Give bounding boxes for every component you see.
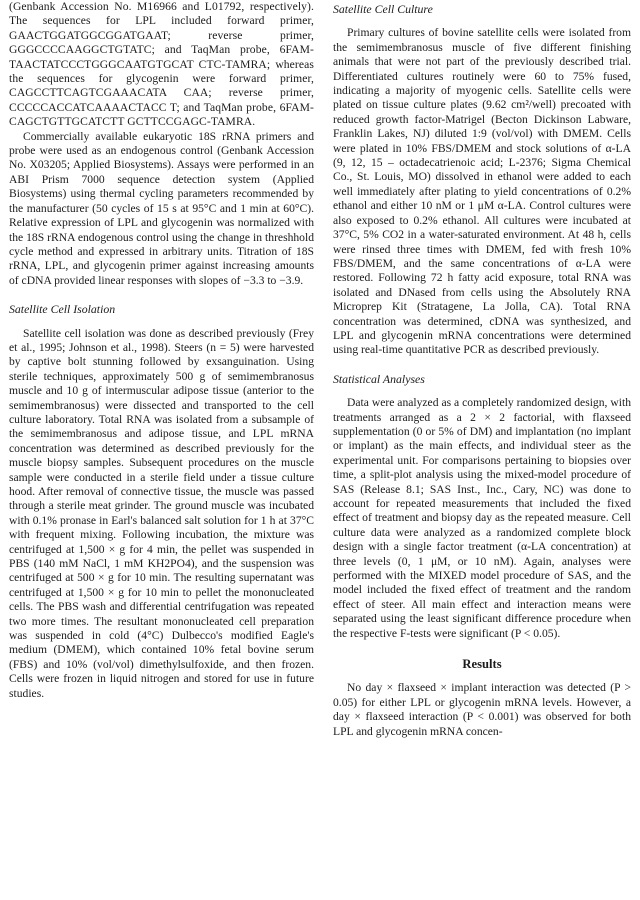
right-column: [333, 0, 631, 739]
section-heading-satellite-cell-isolation: Satellite Cell Isolation: [9, 302, 116, 317]
section-heading-statistical-analyses: Statistical Analyses: [333, 371, 425, 386]
section-heading-satellite-cell-culture: Satellite Cell Culture: [333, 2, 433, 16]
isolation-paragraph: Satellite cell isolation was done as described previously (Frey et al., 1995; Johnson et al., 1998). Steers (n = 5) were harvested by captive bolt stunning followed by exsanguination. Using sterile techniques, approximately 500 g of semimembranosus muscle and 10 g of intermuscular adipose tissue (anterior to the semimembranosus) were dissected and transported to the cell culture laboratory. Total RNA was isolated from a subsample of the semimembranosus and adipose tissue, and LPL mRNA concentration was determined as described previously for the muscle biopsy samples. Subsequent procedures on the muscle sample were conducted in a sterile field under a tissue culture hood. After removal of connective tissue, the muscle was passed through a sterile meat grinder. The ground muscle was incubated with 0.1% pronase in Earl's balanced salt solution for 1 h at 37°C with frequent mixing. Following incubation, the mixture was centrifuged at 1,500 × g for 4 min, the pellet was suspended in PBS (140 mM NaCl, 1 mM KH2PO4), and the suspension was centrifuged at 500 × g for 10 min. The resulting supernatant was centrifuged at 1,500 × g for 10 min to pellet the mononucleated cells. The PBS wash and differential centrifugation was repeated two more times. The resultant mononucleated cell preparation was suspended in cold (4°C) Dulbecco's modified Eagle's medium (DMEM), which contained 10% fetal bovine serum (FBS) and 10% (vol/vol) dimethylsulfoxide, and then frozen. Cells were frozen in liquid nitrogen and stored for use in future studies.: [9, 326, 314, 700]
primer-sequences-paragraph: (Genbank Accession No. M16966 and L01792, respectively). The sequences for LPL included forward primer, GAACTGGATGGCGGATGAAT; reverse primer, GGGCCCCAAGGCTGTATC; and TaqMan probe, 6FAM-TAACTATCCCTGGGCAATGTGCAT CTC-TAMRA; whereas the sequences for glycogenin were forward primer, CAGCCTTCAGTCGAAACATA CAA; reverse primer, CCCCCACCATCAAAACTACC T; and TaqMan probe, 6FAM-CAGCTGTTGCATCTT GCTTCCGAGC-TAMRA.: [9, 0, 314, 129]
left-column: [9, 0, 314, 701]
endogenous-control-paragraph: Commercially available eukaryotic 18S rRNA primers and probe were used as an endogenous control (Genbank Accession No. X03205; Applied Biosystems). Assays were performed in an ABI Prism 7000 sequence detection system (Applied Biosystems) using thermal cycling parameters recommended by the manufacturer (50 cycles of 15 s at 95°C and 1 min at 60°C). Relative expression of LPL and glycogenin was normalized with the 18S rRNA endogenous control using the change in threshhold cycle method and expressed in arbitrary units. Titration of 18S rRNA, LPL, and glycogenin primer against increasing amounts of cDNA provided linear responses with slopes of −3.3 to −3.9.: [9, 129, 314, 287]
culture-paragraph: Primary cultures of bovine satellite cells were isolated from the semimembranosus muscle of five different finishing animals that were not part of the previously described trial. Differentiated cultures routinely were 60 to 75% fused, indicating a majority of myogenic cells. Satellite cells were plated on tissue culture plates (9.62 cm²/well) precoated with reduced growth factor-Matrigel (Becton Dickinson Labware, Franklin Lakes, NJ) diluted 1:9 (vol/vol) with DMEM. Cells were plated in 10% FBS/DMEM and stock solutions of α-LA (9, 12, 15 – octadecatrienoic acid; L-2376; Sigma Chemical Co., St. Louis, MO) dissolved in ethanol were added to each well immediately after plating to yield concentrations of 0.2% ethanol and either 10 nM or 1 μM α-LA. Control cultures were also exposed to 0.2% ethanol. All cultures were incubated at 37°C, 5% CO2 in a water-saturated environment. At 48 h, cells were rinsed three times with DMEM, fed with fresh 10% FBS/DMEM, and the same concentrations of α-LA were restored. Following 72 h fatty acid exposure, total RNA was isolated and DNased from cells using the Absolutely RNA Microprep Kit (Stratagene, La Jolla, CA). Total RNA concentration was determined, cDNA was synthesized, and LPL and glycogenin mRNA concentrations were determined using real-time quantitative PCR as described previously.: [333, 26, 631, 357]
results-paragraph: No day × flaxseed × implant interaction was detected (P > 0.05) for either LPL or glycogenin mRNA levels. However, a day × flaxseed interaction (P < 0.001) was observed for both LPL and glycogenin mRNA concen-: [333, 681, 631, 738]
statistics-paragraph: Data were analyzed as a completely randomized design, with treatments arranged as a 2 × 2 factorial, with flaxseed supplementation (0 or 5% of DM) and implantation (no implant or implant) as the main effects, and individual steer as the experimental unit. For comparisons pertaining to biopsies over time, a split-plot analysis using the mixed-model procedure of SAS (Release 8.1; SAS Inst., Inc., Cary, NC) was done to account for repeated measurements that included the fixed effect of treatment and biopsy day as the repeated measure. Cell culture data were analyzed as a randomized complete block design with a single factor treatment (α-LA concentration) at three levels (0, 1 μM, or 10 nM). Again, analyses were performed with the MIXED model procedure of SAS, and the model included the fixed effect of treatment and the random effect of steer. All main effect and interaction means were separated using the least significant difference procedure when the respective F-tests were significant (P < 0.05).: [333, 396, 631, 640]
section-heading-results: Results: [462, 657, 502, 672]
